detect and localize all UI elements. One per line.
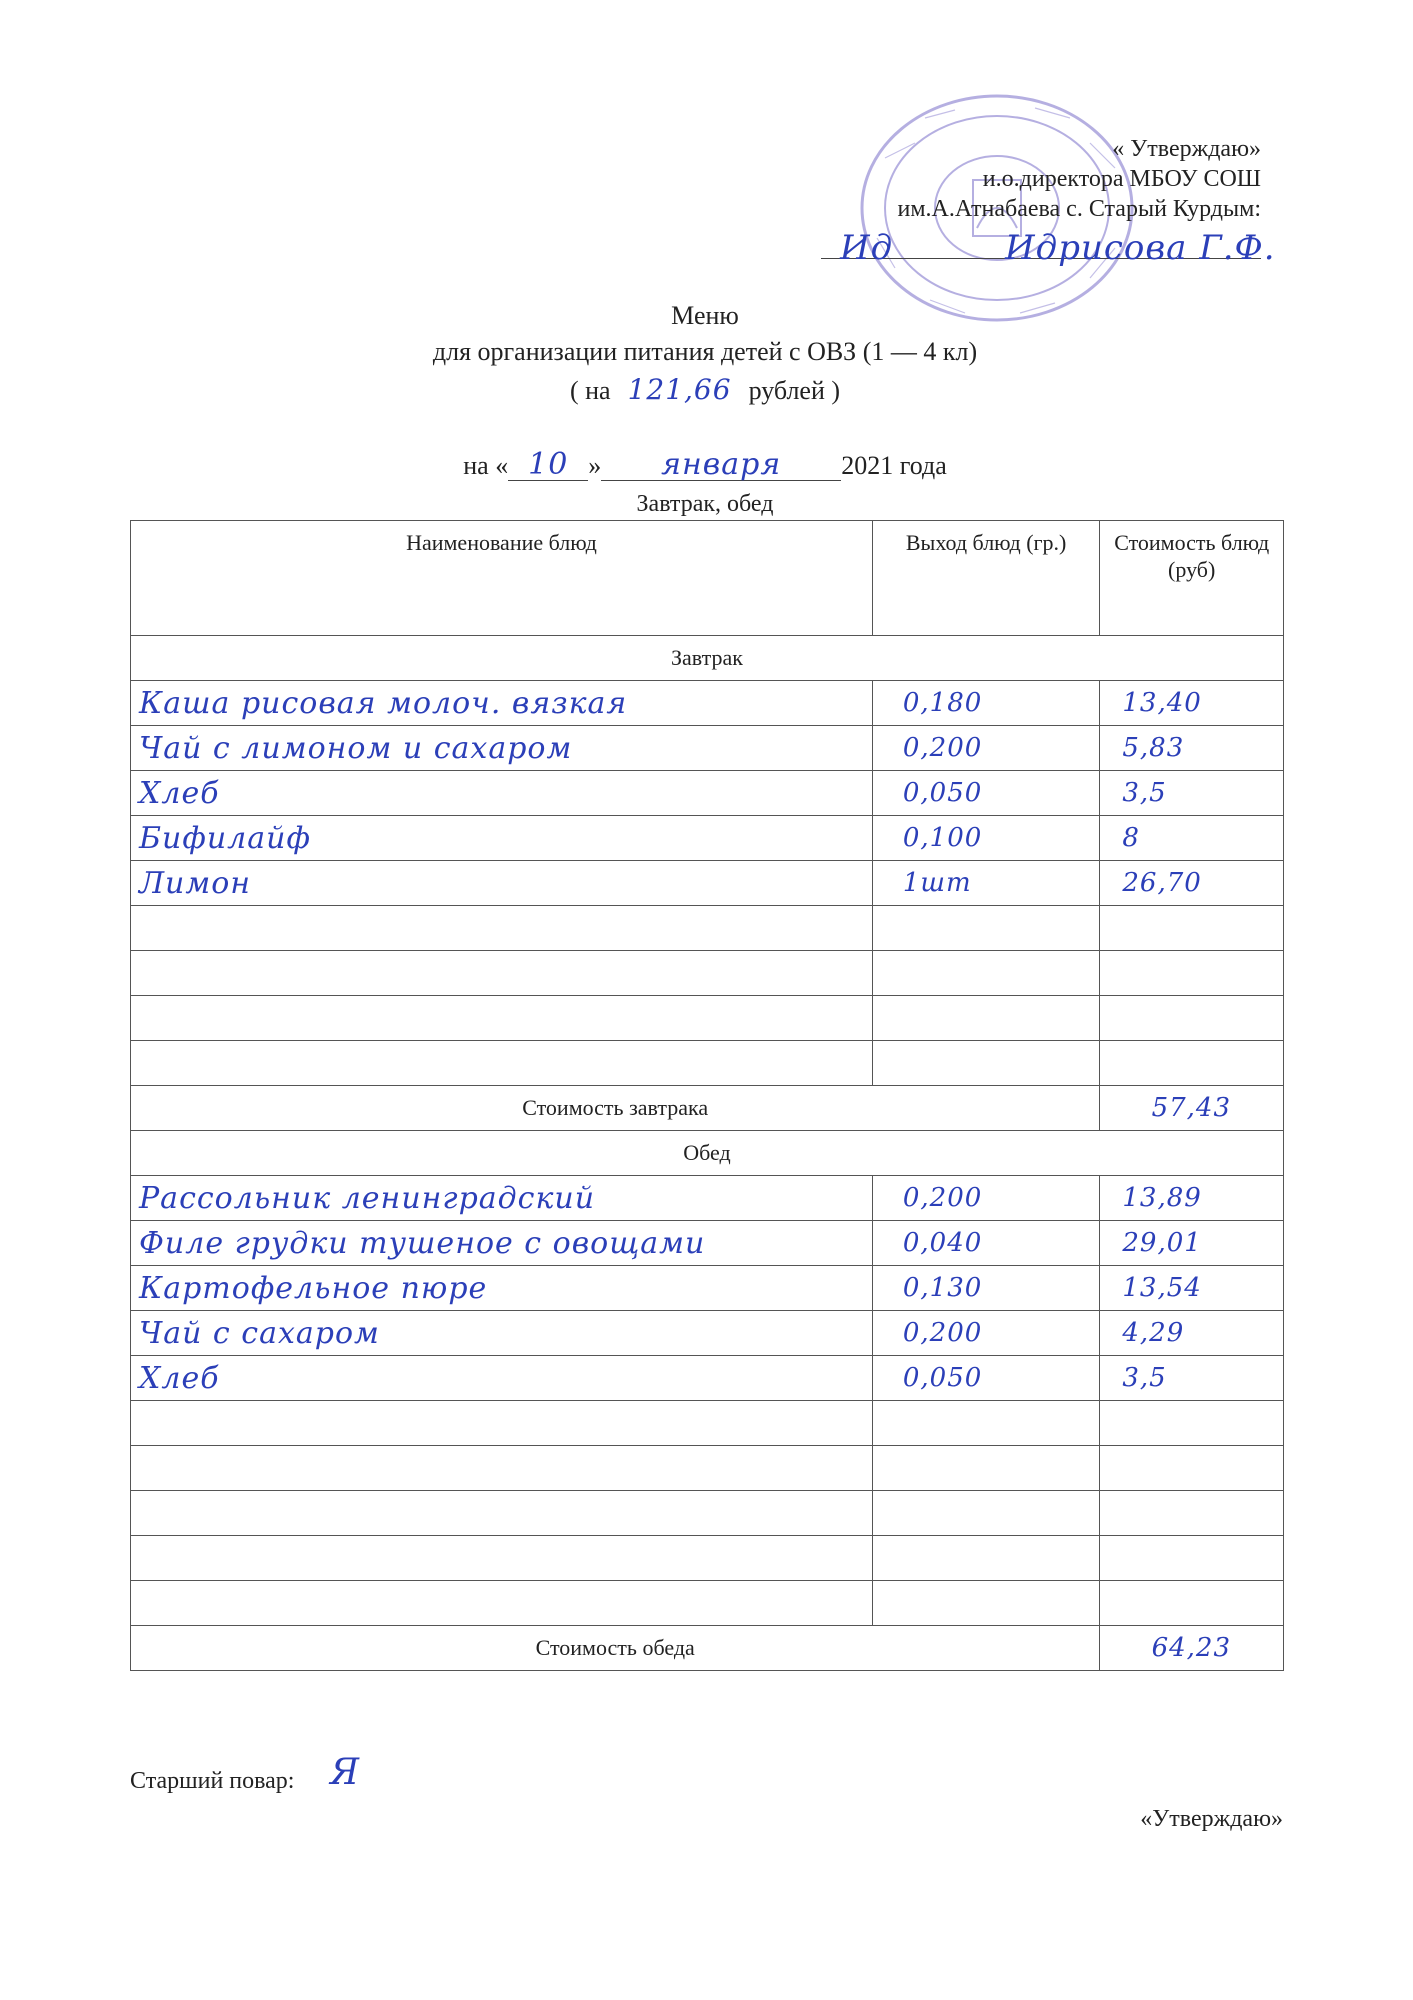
lunch-item-row (131, 1581, 1284, 1626)
header-dish-name: Наименование блюд (131, 521, 873, 636)
lunch-item-row (131, 1401, 1284, 1446)
breakfast-section-row (131, 636, 1284, 681)
lunch-dish-cost (1100, 1446, 1284, 1491)
lunch-item-row (131, 1446, 1284, 1491)
lunch-dish-output: 0,200 (872, 1311, 1100, 1356)
director-name-handwritten: Идрисова Г.Ф. (1005, 228, 1276, 268)
lunch-dish-cost (1100, 1401, 1284, 1446)
breakfast-dish-output (872, 906, 1100, 951)
date-day: 10 (508, 450, 588, 481)
lunch-dish-name: Чай с сахаром (131, 1311, 873, 1356)
lunch-dish-output (872, 1446, 1100, 1491)
lunch-dish-output: 0,050 (872, 1356, 1100, 1401)
breakfast-dish-cost: 13,40 (1100, 681, 1284, 726)
breakfast-item-row (131, 906, 1284, 951)
breakfast-dish-output: 0,200 (872, 726, 1100, 771)
breakfast-dish-name (131, 906, 873, 951)
breakfast-dish-cost: 26,70 (1100, 861, 1284, 906)
lunch-dish-output (872, 1581, 1100, 1626)
lunch-item-row (131, 1311, 1284, 1356)
lunch-dish-name: Филе грудки тушеное с овощами (131, 1221, 873, 1266)
breakfast-total-label: Стоимость завтрака (131, 1086, 1100, 1131)
price-value: 121,66 (627, 373, 732, 406)
lunch-dish-name (131, 1446, 873, 1491)
lunch-dish-cost (1100, 1491, 1284, 1536)
breakfast-item-row (131, 996, 1284, 1041)
breakfast-dish-output: 1шт (872, 861, 1100, 906)
menu-table (130, 520, 1284, 1671)
breakfast-dish-cost (1100, 906, 1284, 951)
lunch-section-row (131, 1131, 1284, 1176)
lunch-dish-output (872, 1536, 1100, 1581)
cook-signature: Я (330, 1752, 361, 1793)
lunch-total-label: Стоимость обеда (131, 1626, 1100, 1671)
lunch-dish-cost: 4,29 (1100, 1311, 1284, 1356)
breakfast-dish-output (872, 996, 1100, 1041)
lunch-dish-name (131, 1401, 873, 1446)
lunch-item-row (131, 1491, 1284, 1536)
meals-caption: Завтрак, обед (636, 491, 774, 517)
lunch-item-row (131, 1221, 1284, 1266)
breakfast-dish-name: Лимон (131, 861, 873, 906)
footer-approve: «Утверждаю» (1140, 1806, 1283, 1832)
breakfast-item-row (131, 726, 1284, 771)
lunch-total-row (131, 1626, 1284, 1671)
breakfast-dish-cost (1100, 1041, 1284, 1086)
lunch-dish-output (872, 1491, 1100, 1536)
lunch-dish-name: Хлеб (131, 1356, 873, 1401)
breakfast-title: Завтрак (131, 636, 1284, 681)
date-month: января (601, 450, 841, 481)
price-suffix: рублей ) (748, 376, 841, 405)
breakfast-dish-name: Каша рисовая молоч. вязкая (131, 681, 873, 726)
breakfast-dish-output: 0,050 (872, 771, 1100, 816)
price-prefix: ( на (569, 376, 611, 405)
breakfast-dish-cost (1100, 996, 1284, 1041)
lunch-dish-cost: 3,5 (1100, 1356, 1284, 1401)
approval-position: и.о.директора МБОУ СОШ (982, 166, 1261, 192)
lunch-dish-cost (1100, 1581, 1284, 1626)
director-signature: Ид (840, 228, 894, 268)
breakfast-dish-output (872, 951, 1100, 996)
cook-label: Старший повар: (130, 1768, 295, 1794)
lunch-dish-output: 0,200 (872, 1176, 1100, 1221)
date-line (130, 447, 1280, 482)
breakfast-dish-name: Бифилайф (131, 816, 873, 861)
header-output: Выход блюд (гр.) (872, 521, 1100, 636)
price-line (130, 374, 1280, 407)
lunch-dish-name (131, 1491, 873, 1536)
lunch-item-row (131, 1176, 1284, 1221)
approval-heading: « Утверждаю» (1112, 136, 1261, 162)
date-year: 2021 года (841, 451, 947, 480)
document-title: Меню (671, 301, 739, 330)
breakfast-dish-output (872, 1041, 1100, 1086)
breakfast-item-row (131, 771, 1284, 816)
header-cost: Стоимость блюд (руб) (1100, 521, 1284, 636)
breakfast-dish-cost (1100, 951, 1284, 996)
lunch-dish-name (131, 1536, 873, 1581)
breakfast-dish-name: Хлеб (131, 771, 873, 816)
lunch-dish-cost: 13,54 (1100, 1266, 1284, 1311)
lunch-dish-name (131, 1581, 873, 1626)
approval-block (741, 134, 1261, 224)
breakfast-dish-cost: 8 (1100, 816, 1284, 861)
breakfast-item-row (131, 681, 1284, 726)
lunch-dish-name: Картофельное пюре (131, 1266, 873, 1311)
breakfast-item-row (131, 816, 1284, 861)
breakfast-dish-cost: 3,5 (1100, 771, 1284, 816)
lunch-dish-output (872, 1401, 1100, 1446)
breakfast-dish-name (131, 1041, 873, 1086)
breakfast-item-row (131, 951, 1284, 996)
date-prefix: на « (463, 451, 509, 480)
breakfast-dish-output: 0,180 (872, 681, 1100, 726)
lunch-dish-cost: 29,01 (1100, 1221, 1284, 1266)
table-header-row (131, 521, 1284, 636)
lunch-dish-output: 0,130 (872, 1266, 1100, 1311)
breakfast-total-row (131, 1086, 1284, 1131)
lunch-dish-name: Рассольник ленинградский (131, 1176, 873, 1221)
approval-school: им.А.Атнабаева с. Старый Курдым: (897, 196, 1261, 222)
lunch-title: Обед (131, 1131, 1284, 1176)
breakfast-dish-name (131, 951, 873, 996)
lunch-total-value: 64,23 (1100, 1626, 1284, 1671)
breakfast-dish-output: 0,100 (872, 816, 1100, 861)
breakfast-item-row (131, 1041, 1284, 1086)
lunch-item-row (131, 1266, 1284, 1311)
lunch-item-row (131, 1536, 1284, 1581)
breakfast-dish-name: Чай с лимоном и сахаром (131, 726, 873, 771)
breakfast-dish-cost: 5,83 (1100, 726, 1284, 771)
document-subtitle: для организации питания детей с ОВЗ (1 — 4 кл) (432, 337, 978, 366)
lunch-item-row (131, 1356, 1284, 1401)
date-mid: » (588, 451, 602, 480)
lunch-dish-cost: 13,89 (1100, 1176, 1284, 1221)
breakfast-dish-name (131, 996, 873, 1041)
breakfast-item-row (131, 861, 1284, 906)
lunch-dish-cost (1100, 1536, 1284, 1581)
lunch-dish-output: 0,040 (872, 1221, 1100, 1266)
breakfast-total-value: 57,43 (1100, 1086, 1284, 1131)
